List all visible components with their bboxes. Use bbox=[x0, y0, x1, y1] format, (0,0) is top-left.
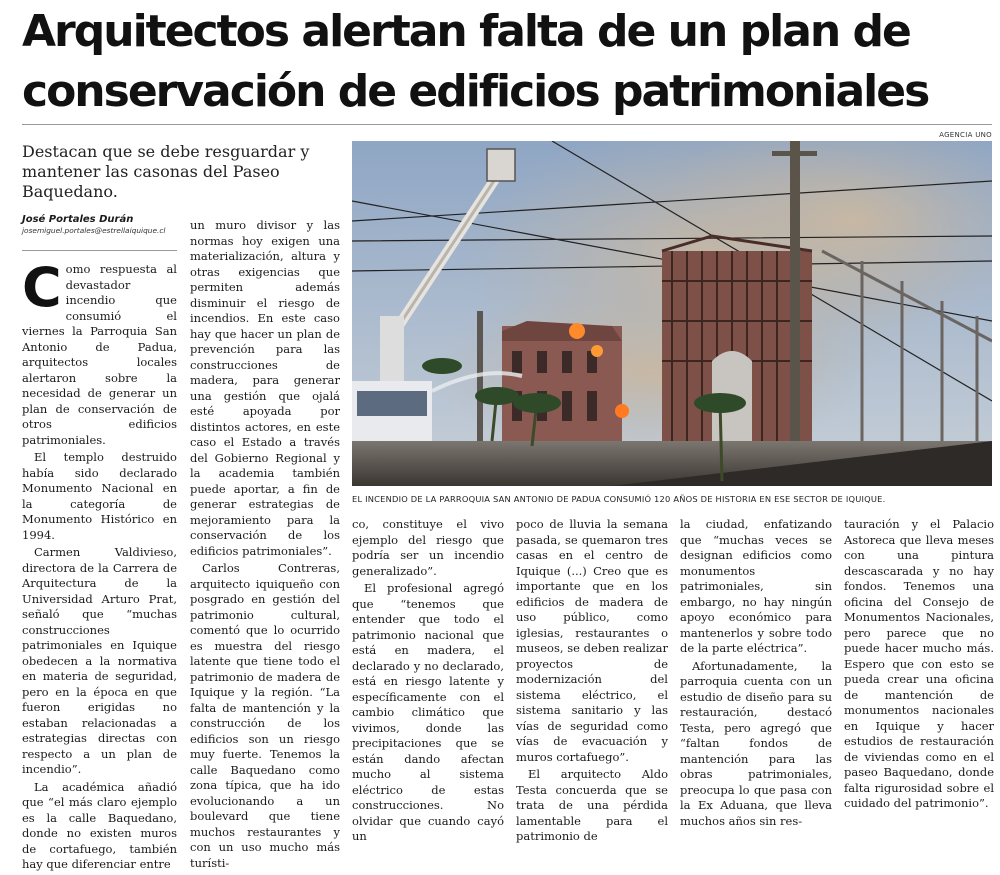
paragraph: co, constituye el vivo ejemplo del riesgo que podría ser un incendio generalizado”. bbox=[352, 517, 504, 578]
fire-photo bbox=[352, 141, 992, 486]
byline-divider bbox=[22, 250, 177, 251]
paragraph: la ciudad, enfatizando que “muchas veces se designan edificios como monumentos patrimoniales, sin embargo, no hay ningún apoyo económico para mantenerlos y sobre todo de la parte eléctrica”. bbox=[680, 517, 832, 655]
body-column-3 bbox=[352, 517, 504, 847]
drop-cap: C bbox=[22, 256, 62, 319]
body-column-4 bbox=[516, 517, 668, 847]
author-name: José Portales Durán bbox=[22, 214, 134, 225]
paragraph: poco de lluvia la semana pasada, se quemaron tres casas en el centro de Iquique (...) Creo que es importante que en los edificios de madera de uso público, como iglesias, restaurantes o museos, se deben realizar proyectos de modernización del sistema eléctrico, el sistema sanitario y las vías de seguridad como vías de evacuación y muros cortafuego”. bbox=[516, 517, 668, 764]
paragraph: Afortunadamente, la parroquia cuenta con un estudio de diseño para su restauración, destacó Testa, pero agregó que “faltan fondos de mantención para las obras patrimoniales, preocupa lo que pasa con la Ex Aduana, que lleva muchos años sin res- bbox=[680, 658, 832, 828]
headline: Arquitectos alertan falta de un plan de conservación de edificios patrimoniales bbox=[22, 6, 929, 117]
subheadline: Destacan que se debe resguardar y mantener las casonas del Paseo Baquedano. bbox=[22, 142, 310, 201]
body-column-6 bbox=[844, 517, 994, 814]
paragraph: Carlos Contreras, arquitecto iquiqueño con posgrado en gestión del patrimonio cultural, comentó que lo ocurrido es muestra del riesgo latente que tiene todo el patrimonio de madera de Iquique y la región. “La falta de mantención y la construcción de los edificios son un riesgo muy fuerte. Tenemos la calle Baquedano como zona típica, que ha ido evolucionando a un boulevard que tiene muchos restaurantes y con un uso mucho más turísti- bbox=[190, 561, 340, 870]
paragraph: Como respuesta al devastador incendio que consumió el viernes la Parroquia San Antonio de Padua, arquitectos locales alertaron sobre la necesidad de generar un plan de conservación de otros edificios patrimoniales. bbox=[22, 256, 177, 447]
paragraph: El templo destruido había sido declarado Monumento Nacional en la categoría de Monumento Histórico en 1994. bbox=[22, 450, 177, 542]
byline bbox=[22, 214, 182, 236]
paragraph: El arquitecto Aldo Testa concuerda que se trata de una pérdida lamentable para el patrimonio de bbox=[516, 767, 668, 843]
paragraph: un muro divisor y las normas hoy exigen una materialización, altura y otras exigencias que permiten además disminuir el riesgo de incendios. En este caso hay que hacer un plan de prevención para las construcciones de madera, para generar una gestión que ojalá esté apoyada por distintos actores, en este caso el Estado a través del Gobierno Regional y la academia también puede aportar, a fin de generar estrategias de mejoramiento para la conservación de los edificios patrimoniales”. bbox=[190, 218, 340, 558]
photo-credit: AGENCIA UNO bbox=[939, 131, 992, 139]
paragraph: El profesional agregó que “tenemos que entender que todo el patrimonio nacional que está en madera, el declarado y no declarado, está en riesgo latente y específicamente con el cambio climático que vivimos, donde las precipitaciones que se están dando afectan mucho al sistema eléctrico de estas construcciones. No olvidar que cuando cayó un bbox=[352, 581, 504, 843]
author-email: josemiguel.portales@estrellaiquique.cl bbox=[22, 226, 166, 235]
headline-divider bbox=[22, 124, 992, 125]
body-column-2 bbox=[190, 218, 340, 873]
paragraph: Carmen Valdivieso, directora de la Carrera de Arquitectura de la Universidad Arturo Prat, señaló que “muchas construcciones patrimoniales en Iquique obedecen a la normativa en materia de seguridad, pero en la época en que fueron erigidas no estaban relacionadas a estrategias directas con respecto a un plan de incendio”. bbox=[22, 545, 177, 776]
body-column-1 bbox=[22, 256, 177, 875]
paragraph: La académica añadió que “el más claro ejemplo es la calle Baquedano, donde no existen muros de cortafuego, también hay que diferenciar entre bbox=[22, 779, 177, 871]
paragraph: tauración y el Palacio Astoreca que lleva meses con una pintura descascarada y no hay fondos. Tenemos una oficina del Consejo de Monumentos Nacionales, pero parece que no puede hacer mucho más. Espero que con esto se pueda crear una oficina de mantención de monumentos nacionales en Iquique y hacer estudios de restauración de viviendas como en el paseo Baquedano, donde falta rigurosidad sobre el cuidado del patrimonio”. bbox=[844, 517, 994, 810]
body-column-5 bbox=[680, 517, 832, 831]
photo-caption: EL INCENDIO DE LA PARROQUIA SAN ANTONIO DE PADUA CONSUMIÓ 120 AÑOS DE HISTORIA EN ESE SECTOR DE IQUIQUE. bbox=[352, 494, 886, 504]
